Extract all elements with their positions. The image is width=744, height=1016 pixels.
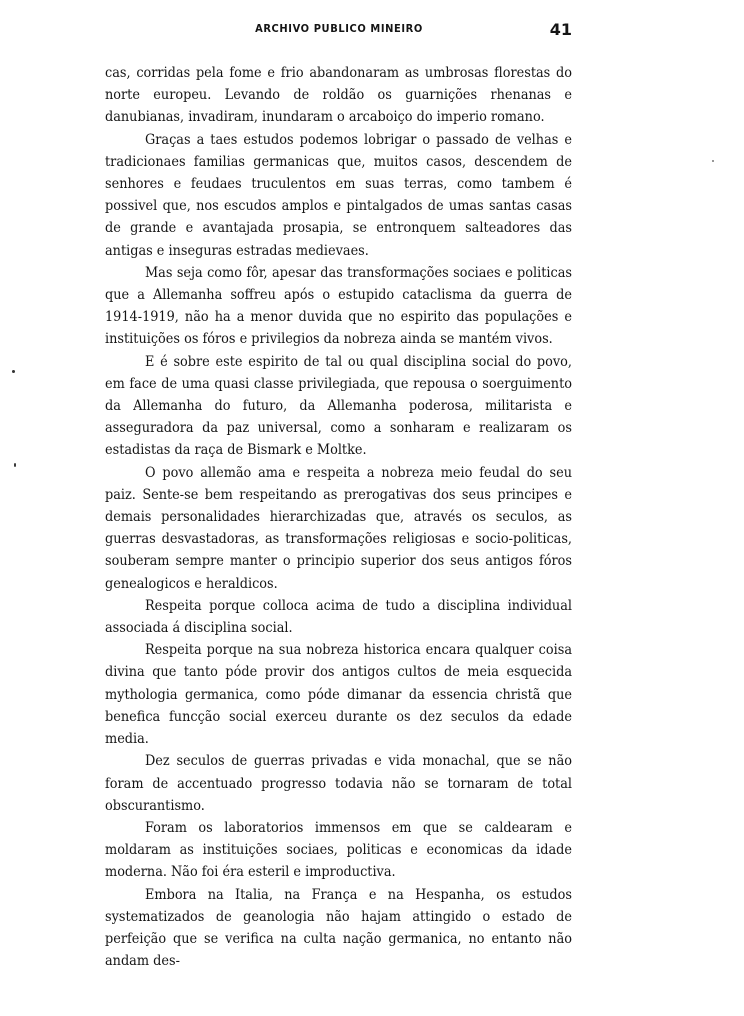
running-header [106,20,572,44]
scan-speck [12,370,15,373]
paragraph: Graças a taes estudos podemos lobrigar o passado de velhas e tradicionaes familias germanicas que, muitos casos, descendem de senhores e feudaes truculentos em suas terras, como tambem é possivel que, nos escudos amplos e pintalgados de umas santas casas de grande e avantajada prosapia, se entronquem salteadores das antigas e inseguras estradas medievaes. [105,131,572,259]
paragraph-continued: cas, corridas pela fome e frio abandonaram as umbrosas florestas do norte europeu. Levando de roldão os guarnições rhenanas e danubianas, invadiram, inundaram o arcaboiço do imperio romano. [105,65,572,126]
paragraph: Embora na Italia, na França e na Hespanha, os estudos systematizados de geanologia não hajam attingido o estado de perfeição que se verifica na culta nação germanica, no entanto não andam des- [105,886,572,970]
page-number: 41 [549,20,572,39]
publication-title: ARCHIVO PUBLICO MINEIRO [255,22,423,35]
paragraph: Dez seculos de guerras privadas e vida monachal, que se não foram de accentuado progresso todavia não se tornaram de total obscurantismo. [105,753,572,814]
scan-speck [14,463,16,467]
body-text [105,62,572,972]
paragraph: O povo allemão ama e respeita a nobreza meio feudal do seu paiz. Sente-se bem respeitando as prerogativas dos seus principes e demais personalidades hierarchizadas que, através os seculos, as guerras desvastadoras, as transformações religiosas e socio-politicas, souberam sempre manter o principio superior dos seus antigos fóros genealogicos e heraldicos. [105,464,572,592]
paragraph: Respeita porque na sua nobreza historica encara qualquer coisa divina que tanto póde provir dos antigos cultos de meia esquecida mythologia germanica, como póde dimanar da essencia christã que benefica funcção social exerceu durante os dez seculos da edade media. [105,642,572,748]
paragraph: Respeita porque colloca acima de tudo a disciplina individual associada á disciplina social. [105,597,572,637]
scan-speck [712,160,714,162]
paragraph: E é sobre este espirito de tal ou qual disciplina social do povo, em face de uma quasi classe privilegiada, que repousa o soerguimento da Allemanha do futuro, da Allemanha poderosa, militarista e asseguradora da paz universal, como a sonharam e realizaram os estadistas da raça de Bismark e Moltke. [105,353,572,459]
paragraph: Foram os laboratorios immensos em que se caldearam e moldaram as instituições sociaes, politicas e economicas da idade moderna. Não foi éra esteril e improductiva. [105,819,572,881]
paragraph: Mas seja como fôr, apesar das transformações sociaes e politicas que a Allemanha soffreu após o estupido cataclisma da guerra de 1914-1919, não ha a menor duvida que no espirito das populações e instituições os fóros e privilegios da nobreza ainda se mantém vivos. [105,264,572,348]
